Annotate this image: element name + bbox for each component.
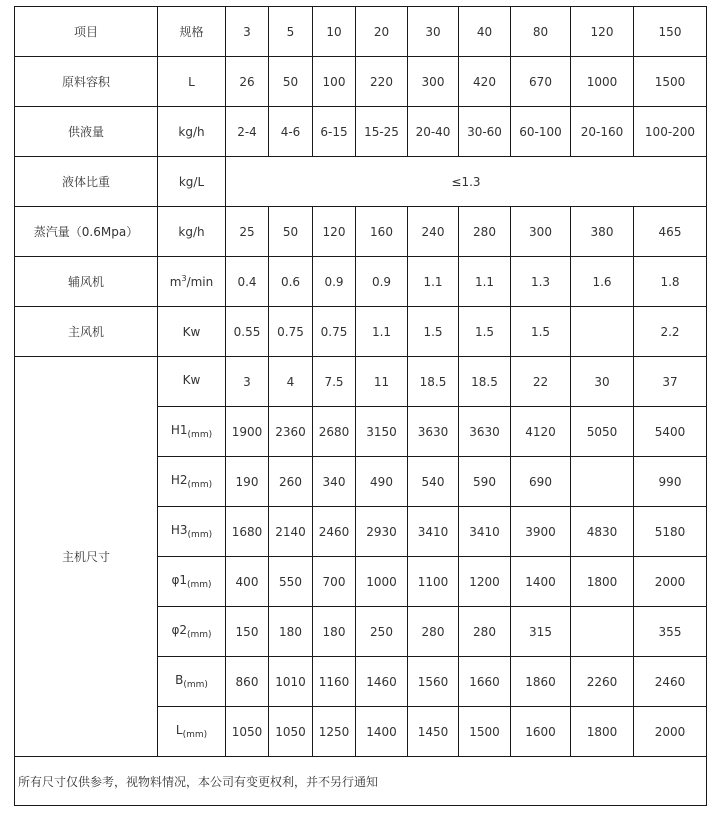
table-cell: 1800 [571,557,634,607]
table-cell: 2260 [571,657,634,707]
table-cell: 6-15 [313,107,356,157]
row-unit: kg/h [158,207,226,257]
header-cell: 150 [634,7,707,57]
table-cell: 280 [459,607,511,657]
table-cell: 1900 [226,407,269,457]
table-cell: 1.8 [634,257,707,307]
row-unit: $H1_{(mm)}$ [158,407,226,457]
table-cell: 3900 [511,507,571,557]
table-cell: 5050 [571,407,634,457]
table-cell: 1200 [459,557,511,607]
table-cell: 50 [269,207,313,257]
table-row [15,357,707,407]
table-cell: 300 [511,207,571,257]
table-cell: 1400 [511,557,571,607]
header-cell: 40 [459,7,511,57]
table-cell: 490 [356,457,408,507]
table-cell: 15-25 [356,107,408,157]
row-unit: kg/L [158,157,226,207]
header-unit: 规格 [158,7,226,57]
unit-base: m [169,275,182,289]
table-cell: 1000 [571,57,634,107]
table-cell: 2.2 [634,307,707,357]
table-cell: 0.55 [226,307,269,357]
row-unit: Kw [158,357,226,407]
row-unit: $H2_{(mm)}$ [158,457,226,507]
table-cell: 18.5 [459,357,511,407]
table-cell: 340 [313,457,356,507]
table-row [15,107,707,157]
table-cell [571,607,634,657]
table-cell: 1010 [269,657,313,707]
table-cell: 1100 [408,557,459,607]
table-cell: 4830 [571,507,634,557]
spec-table [14,6,707,806]
table-cell: 26 [226,57,269,107]
table-cell: 1560 [408,657,459,707]
table-cell: 20-160 [571,107,634,157]
table-cell: 355 [634,607,707,657]
note-row [15,757,707,806]
table-cell: 1660 [459,657,511,707]
table-cell: 22 [511,357,571,407]
table-cell: 2930 [356,507,408,557]
table-row [15,307,707,357]
table-cell: 1500 [634,57,707,107]
table-cell: 37 [634,357,707,407]
row-unit: $L_{(mm)}$ [158,707,226,757]
table-cell: 465 [634,207,707,257]
header-row [15,7,707,57]
footnote: 所有尺寸仅供参考，视物料情况，本公司有变更权利，并不另行通知 [15,757,707,806]
table-cell: 0.9 [313,257,356,307]
table-cell: 1050 [269,707,313,757]
table-cell: 160 [356,207,408,257]
table-cell: 180 [313,607,356,657]
table-cell: 700 [313,557,356,607]
table-cell: 990 [634,457,707,507]
table-cell: 150 [226,607,269,657]
table-cell: 300 [408,57,459,107]
table-cell: 3630 [459,407,511,457]
table-cell: 1.5 [459,307,511,357]
table-cell: 2360 [269,407,313,457]
table-cell: 1.1 [408,257,459,307]
row-label: 原料容积 [15,57,158,107]
table-cell: 25 [226,207,269,257]
table-cell: 2140 [269,507,313,557]
table-cell: 1400 [356,707,408,757]
table-cell: 1680 [226,507,269,557]
table-cell: 30 [571,357,634,407]
table-cell: 380 [571,207,634,257]
header-cell: 10 [313,7,356,57]
table-cell: 0.75 [313,307,356,357]
table-cell [571,307,634,357]
table-row [15,257,707,307]
table-cell: 0.75 [269,307,313,357]
table-cell: 400 [226,557,269,607]
table-cell: 50 [269,57,313,107]
table-cell: 1.5 [511,307,571,357]
table-cell: 2460 [634,657,707,707]
table-cell: 1600 [511,707,571,757]
table-cell: 1.1 [356,307,408,357]
table-cell: 1.1 [459,257,511,307]
table-cell: 240 [408,207,459,257]
table-cell: 3150 [356,407,408,457]
header-cell: 120 [571,7,634,57]
table-cell: 1160 [313,657,356,707]
table-cell: 5400 [634,407,707,457]
row-unit: kg/h [158,107,226,157]
table-cell: 2680 [313,407,356,457]
table-cell: 1450 [408,707,459,757]
table-cell: 3630 [408,407,459,457]
table-cell: 1050 [226,707,269,757]
header-cell: 80 [511,7,571,57]
table-cell: 1.6 [571,257,634,307]
unit-superscript: 3 [181,274,187,283]
row-unit [158,257,226,307]
table-cell: 1.5 [408,307,459,357]
table-cell: 4120 [511,407,571,457]
table-cell: 0.9 [356,257,408,307]
table-cell: 3 [226,357,269,407]
table-cell: 11 [356,357,408,407]
table-cell: 3410 [408,507,459,557]
table-cell: 100-200 [634,107,707,157]
table-cell: 280 [408,607,459,657]
table-cell: 1000 [356,557,408,607]
table-cell: 1.3 [511,257,571,307]
header-label: 项目 [15,7,158,57]
row-label: 蒸汽量（0.6Mpa） [15,207,158,257]
table-cell [571,457,634,507]
table-cell: 18.5 [408,357,459,407]
table-cell: 30-60 [459,107,511,157]
row-unit: L [158,57,226,107]
table-cell: 2-4 [226,107,269,157]
table-cell: 420 [459,57,511,107]
table-cell: 7.5 [313,357,356,407]
table-cell: 1500 [459,707,511,757]
table-cell: 2000 [634,557,707,607]
table-cell: 550 [269,557,313,607]
table-cell: 250 [356,607,408,657]
table-cell: 2460 [313,507,356,557]
table-cell: 220 [356,57,408,107]
row-unit: $\varphi 2_{(mm)}$ [158,607,226,657]
table-cell: 690 [511,457,571,507]
table-cell: 1460 [356,657,408,707]
table-cell: 5180 [634,507,707,557]
table-cell: 3410 [459,507,511,557]
table-cell: 670 [511,57,571,107]
table-cell: 180 [269,607,313,657]
table-cell: 60-100 [511,107,571,157]
table-cell: 0.6 [269,257,313,307]
row-label: 液体比重 [15,157,158,207]
header-cell: 30 [408,7,459,57]
table-cell: 2000 [634,707,707,757]
spec-table-container [14,6,707,806]
table-cell: 190 [226,457,269,507]
table-row [15,157,707,207]
merged-value-cell: ≤1.3 [226,157,707,207]
table-cell: 0.4 [226,257,269,307]
row-label: 主风机 [15,307,158,357]
dimensions-label: 主机尺寸 [15,357,158,757]
row-unit: $\varphi 1_{(mm)}$ [158,557,226,607]
row-label: 供液量 [15,107,158,157]
unit-rest: /min [186,275,214,289]
table-cell: 120 [313,207,356,257]
table-cell: 4-6 [269,107,313,157]
table-row [15,207,707,257]
table-cell: 1250 [313,707,356,757]
header-cell: 5 [269,7,313,57]
table-cell: 280 [459,207,511,257]
row-label: 辅风机 [15,257,158,307]
table-cell: 540 [408,457,459,507]
table-cell: 1800 [571,707,634,757]
table-cell: 590 [459,457,511,507]
table-cell: 260 [269,457,313,507]
header-cell: 3 [226,7,269,57]
table-row [15,57,707,107]
table-cell: 315 [511,607,571,657]
header-cell: 20 [356,7,408,57]
table-cell: 4 [269,357,313,407]
row-unit: $H3_{(mm)}$ [158,507,226,557]
table-cell: 1860 [511,657,571,707]
row-unit: Kw [158,307,226,357]
table-cell: 860 [226,657,269,707]
row-unit: $B_{(mm)}$ [158,657,226,707]
table-cell: 20-40 [408,107,459,157]
table-cell: 100 [313,57,356,107]
